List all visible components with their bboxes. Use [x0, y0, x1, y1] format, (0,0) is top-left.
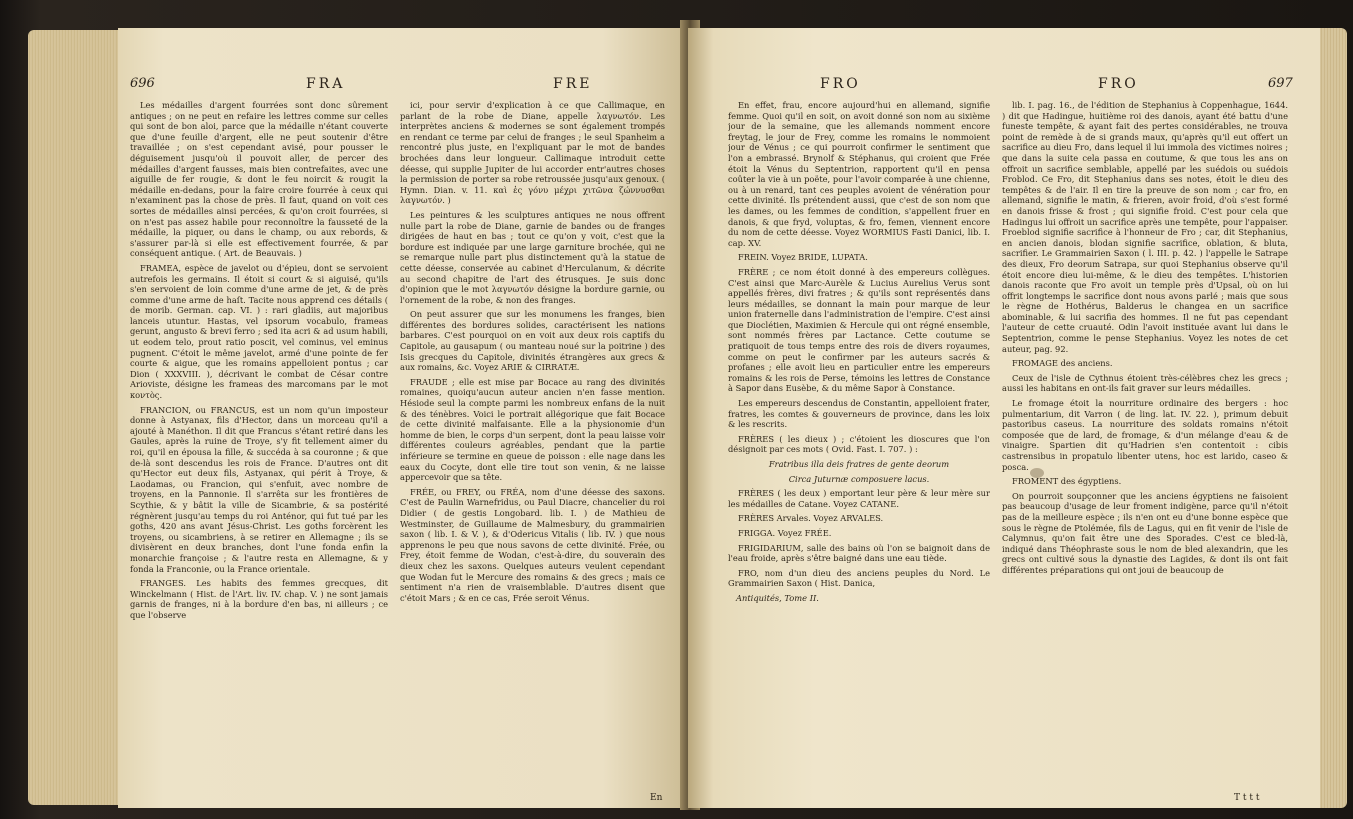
paragraph: FRIGIDARIUM, salle des bains où l'on se baignoit dans de l'eau froide, après s'être baigné dans une eau tiède. [728, 542, 990, 564]
left-page-stack [28, 30, 124, 805]
paragraph: Les empereurs descendus de Constantin, appelloient frater, fratres, les comtes & gouverneurs de province, dans les loix & les rescrits. [728, 398, 990, 430]
right-running-head-1: FRO [820, 76, 861, 92]
paragraph: En effet, frau, encore aujourd'hui en allemand, signifie femme. Quoi qu'il en soit, on avoit donné son nom au sixième jour de la semaine, que les allemands nomment encore freytag, le jour de Frey, comme les romains le nommoient jour de Vénus ; ce qui pourroit confirmer le sentiment que l'on a embrassé. Brynolf & Stéphanus, qui croient que Frée étoit la Vénus du Septentrion, rapportent qu'il en pensa coûter la vie à un poëte, pour l'avoir comparée à une chienne, ou à un renard, tant ces peuples avoient de vénération pour cette divinité. Ils prétendent aussi, que c'est de son nom que les dames, ou les femmes de condition, s'appellent fruer en danois, & que fryd, voluptas, & fro, femen, viennent encore du nom de cette déesse. Voyez WORMIUS Fasti Danici, lib. I. cap. XV. [728, 100, 990, 248]
paragraph: FRAMEA, espèce de javelot ou d'épieu, dont se servoient autrefois les germains. Il étoit si court & si aiguisé, qu'ils s'en servoient de loin comme d'une arme de jet, & de près comme d'une arme de haſt. Tacite nous apprend ces détails ( de morib. German. cap. VI. ) : rari gladiis, aut majoribus lanceis utuntur. Hastas, vel ipsorum vocabulo, frameas gerunt, angusto & brevi ferro ; sed ita acri & ad usum habili, ut eodem telo, prout ratio poscit, vel cominus, vel eminus pugnent. C'étoit le même javelot, armé d'une pointe de fer courte & aigue, que les romains appelloient pontus ; car Dion ( XXXVIII. ), décrivant le combat de César contre Arioviste, désigne les frameas des marcomans par le mot κοντὸς. [130, 262, 388, 401]
paragraph: Les peintures & les sculptures antiques ne nous offrent nulle part la robe de Diane, garnie de bandes ou de franges dirigées de haut en bas ; tout ce qu'on y voit, c'est que la bordure est indiquée par une large garniture brochée, qui ne se remarque nulle part plus distinctement qu'à la statue de cette déesse, conservée au cabinet d'Herculanum, & décrite au second chapitre de l'art des étrusques. Je suis donc d'opinion que le mot λαγνωτόν désigne la bordure garnie, ou l'ornement de la robe, & non des franges. [400, 209, 665, 305]
paragraph: Les médailles d'argent fourrées sont donc sûrement antiques ; on ne peut en refaire les lettres comme sur celles qui sont de bon aloi, parce que la médaille n'étant couverte que d'une feuille d'argent, elle ne peut soutenir d'être travaillée ; on s'est cependant avisé, pour pousser le déguisement jusqu'où il pouvoit aller, de percer des médailles d'argent fausses, mais bien contrefaites, avec une aiguille de fer rougie, & dont le feu noircit & rougit la médaille en-dedans, pour la faire croire fourrée à ceux qui n'examinent pas la chose de près. Il faut, quand on voit ces sortes de médailles ainsi percées, & qu'on croit fourrées, si on n'est pas assez habile pour reconnoître la fausseté de la médaille, la piquer, ou dans le champ, ou aux rebords, & s'assurer par-là si elle est effectivement fourrée, & par conséquent antique. ( Art. de Beauvais. ) [130, 100, 388, 259]
right-column-1 [728, 100, 990, 790]
section-heading: FROMAGE des anciens. [1012, 358, 1113, 369]
left-column-1 [130, 100, 388, 790]
paragraph: FRÈRES ( les dieux ) ; c'étoient les dioscures que l'on désignoit par ces mots ( Ovid. Fast. I. 707. ) : [728, 433, 990, 455]
paragraph: FRAUDE ; elle est mise par Bocace au rang des divinités romaines, quoiqu'aucun auteur ancien n'en fasse mention. Hésiode seul la compte parmi les nombreux enfans de la nuit & des ténèbres. Voici le portrait allégorique que fait Bocace de cette divinité malfaisante. Elle a la physionomie d'un homme de bien, le corps d'un serpent, dont la peau laisse voir différentes couleurs agréables, pendant que la partie inférieure se termine en queue de poisson : elle nage dans les eaux du Cocyte, dont elle tire tout son venin, & ne laisse appercevoir que sa tête. [400, 376, 665, 483]
paragraph: ici, pour servir d'explication à ce que Callimaque, en parlant de la robe de Diane, appelle λαγνωτόν. Les interprètes anciens & modernes se sont également trompés en rendant ce terme par celui de franges ; le seul Spanheim a rencontré plus juste, en l'expliquant par le mot de bandes brochées dans leur longueur. Callimaque introduit cette déesse, qui supplie Jupiter de lui accorder entr'autres choses la permission de porter sa robe retroussée jusqu'aux genoux. ( Hymn. Dian. v. 11. καὶ ἐς γόνυ μέχρι χιτῶνα ζώννυσθαι λαγνωτόν. ) [400, 100, 665, 206]
left-catchword: En [650, 793, 663, 803]
verse-line: Circa Juturnæ composuere lacus. [788, 473, 930, 484]
paragraph: FRÈRES Arvales. Voyez ARVALES. [738, 513, 884, 524]
paragraph: On peut assurer que sur les monumens les franges, bien différentes des bordures solides, caractérisent les nations barbares. C'est pourquoi on en voit aux deux rois captifs du Capitole, au gausapum ( ou manteau noué sur la poitrine ) des Isis grecques du Capitole, divinités étrangères aux grecs & aux romains, &c. Voyez ARIE & CIRRATÆ. [400, 309, 665, 373]
signature-mark: T t t t [1234, 793, 1260, 803]
left-running-head-1: FRA [306, 76, 346, 92]
paragraph: FREIN. Voyez BRIDE, LUPATA. [738, 252, 868, 263]
paragraph: FRANGES. Les habits des femmes grecques, dit Winckelmann ( Hist. de l'Art. liv. IV. chap. V. ) ne sont jamais garnis de franges, ni à la bordure d'en bas, ni ailleurs ; ce que l'observe [130, 578, 388, 620]
left-column-2 [400, 100, 665, 790]
section-heading: FROMENT des égyptiens. [1012, 476, 1122, 487]
verse-line: Fratribus illa deis fratres de gente deorum [768, 459, 950, 469]
paragraph: Le fromage étoit la nourriture ordinaire des bergers : hoc pulmentarium, dit Varron ( de ling. lat. IV. 22. ), primum debuit pastoribus caseus. La nourriture des soldats romains n'étoit composée que de lard, de fromage, & d'un mélange d'eau & de vinaigre. Spartien dit qu'Hadrien s'en contentoit : cibis castrensibus in propatulo libenter utens, hoc est larido, caseo & posca. [1002, 398, 1288, 472]
paragraph: Ceux de l'isle de Cythnus étoient très-célèbres chez les grecs ; aussi les habitans en ont-ils fait graver sur leurs médailles. [1002, 372, 1288, 394]
paragraph: On pourroit soupçonner que les anciens égyptiens ne faisoient pas beaucoup d'usage de leur froment indigène, parce qu'il n'étoit pas de la meilleure espèce ; ils n'en ont eu d'une bonne espèce que sous le règne de Ptolémée, fils de Lagus, qui en fit venir de l'isle de Calymnus, qu'on fait être une des Sporades. C'est ce bled-là, indiqué dans Théophraste sous le nom de bled alexandrin, que les grecs ont cultivé sous la dynastie des Lagides, & dont ils ont fait différentes préparations qui ont joui de beaucoup de [1002, 490, 1288, 575]
paragraph: FRÈRE ; ce nom étoit donné à des empereurs collègues. C'est ainsi que Marc-Aurèle & Lucius Aurelius Verus sont appellés frères, divi fratres ; & qu'ils sont représentés dans leurs médailles, se donnant la main pour marque de leur union fraternelle dans l'administration de l'empire. C'est ainsi que Dioclétien, Maximien & Hercule qui ont régné ensemble, sont nommés frères par Lactance. Cette coutume se pratiquoit de tous temps entre des rois de divers royaumes, comme on peut le confirmer par les auteurs sacrés & profanes ; elle avoit lieu en particulier entre les empereurs romains & les rois de Perse, témoins les lettres de Constance à Sapor dans Eusèbe, & du même Sapor à Constance. [728, 266, 990, 394]
right-page-stack [1317, 28, 1347, 808]
paragraph: FRIGGA. Voyez FRÉE. [738, 527, 832, 538]
right-column-2 [1002, 100, 1288, 790]
ink-stain [1030, 468, 1044, 478]
left-running-head-2: FRE [553, 76, 593, 92]
paragraph: FRÉE, ou FREY, ou FRÉA, nom d'une déesse des saxons. C'est de Paulin Warnefridus, ou Paul Diacre, chancelier du roi Didier ( de gestis Longobard. lib. I. ) de Mathieu de Westminster, de Guillaume de Malmesbury, du grammairien saxon ( lib. I. & V. ), & d'Odericus Vitalis ( lib. IV. ) que nous apprenons le peu que nous savons de cette divinité. Frée, ou Frey, étoit femme de Wodan, c'est-à-dire, du souverain des dieux chez les saxons. Quelques auteurs veulent cependant que Wodan fut le Mercure des romains & des grecs ; mais ce sentiment n'a rien de vraisemblable. D'autres disent que c'étoit Mars ; & en ce cas, Frée seroit Vénus. [400, 486, 665, 603]
left-page-number: 696 [130, 76, 155, 91]
paragraph: FRÈRES ( les deux ) emportant leur père & leur mère sur les médailles de Catane. Voyez CATANE. [728, 488, 990, 509]
volume-footer: Antiquités, Tome II. [736, 592, 819, 603]
left-page [118, 28, 688, 808]
right-running-head-2: FRO [1098, 76, 1139, 92]
paragraph: FRO, nom d'un dieu des anciens peuples du Nord. Le Grammairien Saxon ( Hist. Danica, [728, 567, 990, 589]
paragraph: FRANCION, ou FRANCUS, est un nom qu'un imposteur donne à Astyanax, fils d'Hector, dans un morceau qu'il a ajouté à Manéthon. Il dit que Francus s'étant retiré dans les Gaules, après la ruine de Troye, s'y fit tellement aimer du roi, qu'il en épousa la fille, & succéda à sa couronne ; & que de-là sont descendus les rois de France. D'autres ont dit qu'Hector eut deux fils, Astyanax, qui périt à Troye, & Laodamas, ou Francion, qui s'enfuit, avec nombre de troyens, en la Pannonie. Il s'arrêta sur les frontières de Scythie, & y bâtit la ville de Sicambrie, & sa postérité régnèrent jusqu'au temps du roi Anténor, qui fut tué par les goths, 420 ans avant Jésus-Christ. Les goths forcèrent les troyens, ou sicambriens, à se retirer en Allemagne ; ils se divisèrent en deux branches, dont l'une fonda enfin la monarchie françoise ; & l'autre resta en Allemagne, & y fonda la Franconie, ou la France orientale. [130, 404, 388, 574]
paragraph: lib. I. pag. 16., de l'édition de Stephanius à Coppenhague, 1644. ) dit que Hadingue, huitième roi des danois, ayant été battu d'une funeste tempête, & ayant fait des pertes considérables, ne trouva point de remède à de si grands maux, qu'après qu'il eut offert un sacrifice au dieu Fro, dans lequel il lui immola des victimes noires ; que dans la suite cela passa en coutume, & que tous les ans on offroit un sacrifice semblable, appellé par les suédois ou suédois Froblod. Ce Fro, dit Stephanius dans ses notes, étoit le dieu des tempêtes & de l'air. Il en tire la preuve de son nom ; car fro, en allemand, signifie le matin, & frieren, avoir froid, d'où s'est formé en danois frisse & frost ; qui signifie froid. C'est pour cela que Hadingus lui offroit un sacrifice après une tempête, pour l'appaiser. Froeblod signifie sacrifice à l'honneur de Fro ; car, dit Stephanius, en ancien danois, blodan signifie sacrifice, oblation, & bluta, sacrifier. Le Grammairien Saxon ( l. III. p. 42. ) l'appelle le Satrape des dieux, Fro deorum Satrapa, sur quoi Stephanius observe qu'il étoit encore dieu lui-même, & le dieu des tempêtes. L'historien danois raconte que Fro avoit un temple près d'Upsal, où on lui offrit longtemps le sacrifice dont nous avons parlé ; mais que sous le règne de Hothérus, Balderus le changea en un sacrifice abominable, & lui sacrifia des hommes. Il ne fut pas cependant l'auteur de cette cruauté. Odin l'avoit instituée avant lui dans le Septentrion, comme le pense Stephanius. Voyez les notes de cet auteur, pag. 92. [1002, 100, 1288, 354]
right-page [688, 28, 1320, 808]
right-page-number: 697 [1268, 76, 1293, 91]
